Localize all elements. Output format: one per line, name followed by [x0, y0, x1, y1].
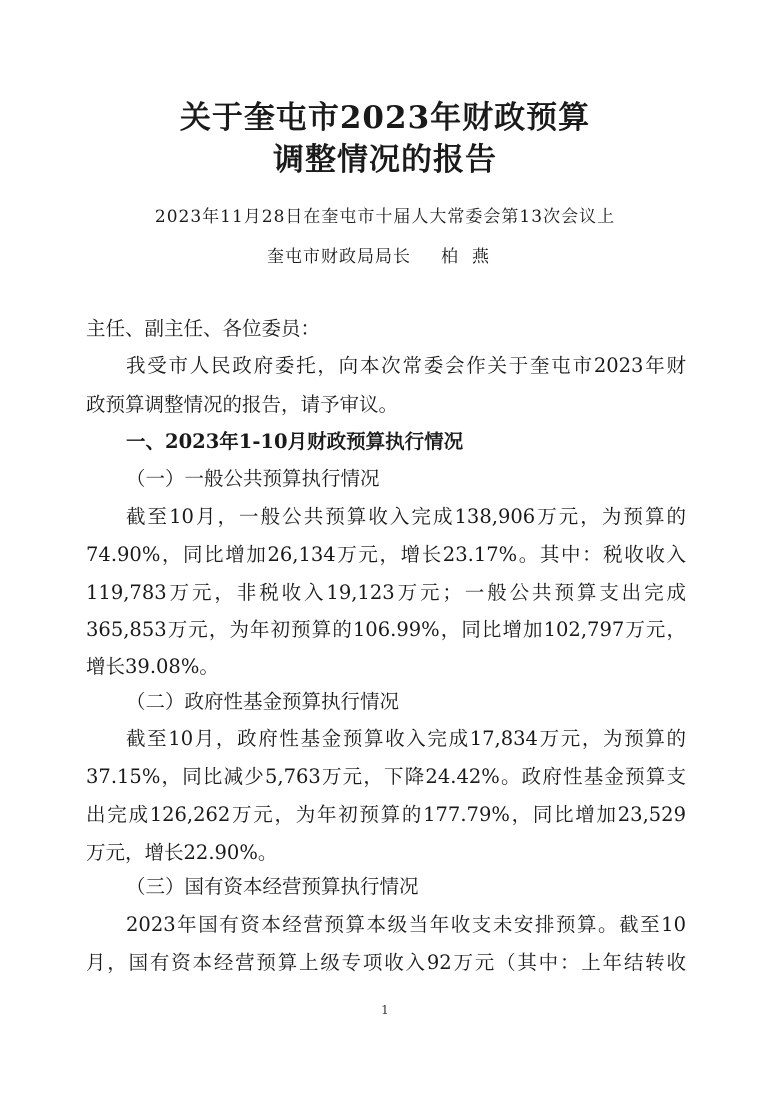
- sub-1-heading: （一）一般公共预算执行情况: [126, 467, 380, 490]
- section-1-heading: 一、2023年1-10月财政预算执行情况: [126, 430, 464, 453]
- sub-2-line-1: 截至10月，政府性基金预算收入完成17,834万元，为预算的: [126, 727, 686, 750]
- document-title-line-1: 关于奎屯市2023年财政预算: [179, 100, 591, 136]
- sub-1-line-3: 119,783万元，非税收入19,123万元；一般公共预算支出完成: [86, 581, 686, 604]
- sub-1-line-5: 增长39.08%。: [86, 655, 219, 678]
- sub-3-line-1: 2023年国有资本经营预算本级当年收支未安排预算。截至10: [126, 913, 686, 936]
- intro-line-1: 我受市人民政府委托，向本次常委会作关于奎屯市2023年财: [126, 354, 686, 377]
- document-title-line-2: 调整情况的报告: [273, 142, 497, 178]
- sub-2-line-2: 37.15%，同比减少5,763万元，下降24.42%。政府性基金预算支: [86, 765, 686, 788]
- speaker-name: 柏燕: [441, 247, 503, 267]
- speaker-line: [0, 245, 770, 269]
- intro-line-2: 政预算调整情况的报告，请予审议。: [86, 393, 399, 416]
- sub-2-line-4: 万元，增长22.90%。: [86, 841, 278, 864]
- sub-1-line-2: 74.90%，同比增加26,134万元，增长23.17%。其中：税收收入: [86, 543, 686, 566]
- sub-1-line-4: 365,853万元，为年初预算的106.99%，同比增加102,797万元，: [86, 618, 686, 641]
- salutation: 主任、副主任、各位委员：: [86, 317, 321, 340]
- page-number: 1: [381, 1003, 389, 1017]
- sub-3-heading: （三）国有资本经营预算执行情况: [126, 875, 419, 898]
- meeting-line: 2023年11月28日在奎屯市十届人大常委会第13次会议上: [154, 207, 616, 227]
- sub-2-heading: （二）政府性基金预算执行情况: [126, 690, 400, 713]
- sub-3-line-2: 月，国有资本经营预算上级专项收入92万元（其中：上年结转收: [86, 951, 686, 974]
- speaker-title: 奎屯市财政局局长: [267, 247, 411, 267]
- sub-2-line-3: 出完成126,262万元，为年初预算的177.79%，同比增加23,529: [86, 803, 686, 826]
- sub-1-line-1: 截至10月，一般公共预算收入完成138,906万元，为预算的: [126, 505, 686, 528]
